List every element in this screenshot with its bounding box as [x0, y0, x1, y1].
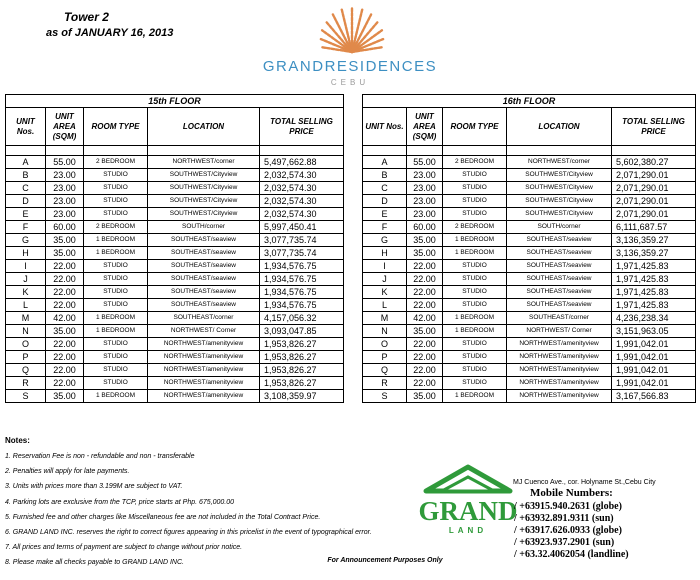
col-total-selling-price: TOTAL SELLING PRICE [260, 108, 344, 146]
table-row [363, 364, 696, 377]
table-row [363, 286, 696, 299]
location-cell: SOUTHEAST/seaview [148, 247, 260, 260]
area-cell: 42.00 [46, 312, 84, 325]
col-unit-area: UNIT AREA (SQM) [46, 108, 84, 146]
unit-cell: D [363, 195, 407, 208]
unit-cell: N [6, 325, 46, 338]
room-type-cell: 1 BEDROOM [443, 247, 507, 260]
location-cell: SOUTHWEST/Cityview [507, 169, 612, 182]
location-cell: SOUTHWEST/Cityview [148, 169, 260, 182]
room-type-cell: 1 BEDROOM [84, 247, 148, 260]
price-cell: 1,971,425.83 [612, 273, 696, 286]
price-cell: 5,602,380.27 [612, 156, 696, 169]
area-cell: 23.00 [46, 208, 84, 221]
location-cell: SOUTHEAST/seaview [148, 273, 260, 286]
area-cell: 35.00 [407, 247, 443, 260]
area-cell: 23.00 [46, 182, 84, 195]
table-row [6, 234, 344, 247]
table-row [363, 234, 696, 247]
price-cell: 5,997,450.41 [260, 221, 344, 234]
note-item: 5. Furnished fee and other charges like Miscellaneous fee are not included in the Total Contract Price. [5, 513, 321, 521]
price-cell: 1,953,826.27 [260, 364, 344, 377]
area-cell: 55.00 [407, 156, 443, 169]
price-cell: 3,167,566.83 [612, 390, 696, 403]
unit-cell: G [6, 234, 46, 247]
table-row [6, 247, 344, 260]
unit-cell: M [363, 312, 407, 325]
area-cell: 35.00 [407, 390, 443, 403]
price-cell: 2,032,574.30 [260, 182, 344, 195]
room-type-cell: STUDIO [443, 169, 507, 182]
room-type-cell: STUDIO [84, 364, 148, 377]
grand-land-logo-sub: LAND [448, 526, 488, 535]
room-type-cell: STUDIO [443, 351, 507, 364]
location-cell: NORTHWEST/ Corner [148, 325, 260, 338]
table-row [363, 182, 696, 195]
location-cell: SOUTHWEST/Cityview [148, 195, 260, 208]
price-cell: 1,953,826.27 [260, 377, 344, 390]
brand-subtitle: CEBU [330, 78, 370, 87]
phone-number: / +63917.626.0933 (globe) [514, 525, 622, 536]
phone-number: / +63915.940.2631 (globe) [514, 501, 622, 512]
area-cell: 42.00 [407, 312, 443, 325]
unit-cell: K [363, 286, 407, 299]
unit-cell: S [363, 390, 407, 403]
price-cell: 1,934,576.75 [260, 299, 344, 312]
area-cell: 35.00 [46, 247, 84, 260]
unit-cell: S [6, 390, 46, 403]
table-row [363, 299, 696, 312]
table-row [6, 182, 344, 195]
room-type-cell: 2 BEDROOM [84, 156, 148, 169]
location-cell: SOUTHWEST/Cityview [507, 195, 612, 208]
note-item: 7. All prices and terms of payment are subject to change without prior notice. [5, 544, 243, 552]
col-location: LOCATION [507, 108, 612, 146]
price-cell: 1,971,425.83 [612, 260, 696, 273]
price-cell: 1,934,576.75 [260, 260, 344, 273]
area-cell: 60.00 [407, 221, 443, 234]
price-cell: 1,971,425.83 [612, 299, 696, 312]
table-row [363, 273, 696, 286]
unit-cell: O [6, 338, 46, 351]
location-cell: NORTHWEST/amenityview [148, 364, 260, 377]
room-type-cell: STUDIO [443, 377, 507, 390]
table-row [6, 299, 344, 312]
area-cell: 23.00 [407, 195, 443, 208]
area-cell: 35.00 [407, 325, 443, 338]
unit-cell: A [363, 156, 407, 169]
table-row [6, 377, 344, 390]
price-cell: 5,497,662.88 [260, 156, 344, 169]
as-of-date: as of JANUARY 16, 2013 [46, 27, 174, 39]
table-row [363, 312, 696, 325]
area-cell: 22.00 [407, 351, 443, 364]
price-cell: 4,157,056.32 [260, 312, 344, 325]
location-cell: SOUTHWEST/Cityview [507, 182, 612, 195]
location-cell: SOUTHEAST/seaview [148, 299, 260, 312]
table-row [6, 312, 344, 325]
col-unit-nos: UNIT Nos. [363, 108, 407, 146]
table-row [363, 390, 696, 403]
location-cell: SOUTHEAST/seaview [507, 286, 612, 299]
price-cell: 1,934,576.75 [260, 286, 344, 299]
area-cell: 35.00 [407, 234, 443, 247]
tower-title: Tower 2 [64, 10, 109, 24]
area-cell: 22.00 [46, 377, 84, 390]
table-row [6, 286, 344, 299]
price-cell: 1,991,042.01 [612, 377, 696, 390]
unit-cell: C [363, 182, 407, 195]
room-type-cell: STUDIO [84, 377, 148, 390]
price-cell: 2,071,290.01 [612, 182, 696, 195]
room-type-cell: STUDIO [443, 260, 507, 273]
room-type-cell: 1 BEDROOM [84, 312, 148, 325]
room-type-cell: STUDIO [84, 182, 148, 195]
area-cell: 22.00 [46, 273, 84, 286]
note-item: 1. Reservation Fee is non - refundable and non - transferable [5, 453, 195, 460]
location-cell: NORTHWEST/amenityview [507, 364, 612, 377]
area-cell: 35.00 [46, 390, 84, 403]
table-row [6, 273, 344, 286]
room-type-cell: 1 BEDROOM [84, 325, 148, 338]
location-cell: NORTHWEST/amenityview [507, 390, 612, 403]
table-row [6, 169, 344, 182]
area-cell: 22.00 [407, 338, 443, 351]
unit-cell: P [363, 351, 407, 364]
area-cell: 35.00 [46, 325, 84, 338]
phone-number: / +63.32.4062054 (landline) [514, 549, 629, 560]
location-cell: SOUTHEAST/corner [507, 312, 612, 325]
area-cell: 55.00 [46, 156, 84, 169]
phone-number: / +63923.937.2901 (sun) [514, 537, 615, 548]
unit-cell: R [6, 377, 46, 390]
price-cell: 2,071,290.01 [612, 169, 696, 182]
developer-address: MJ Cuenco Ave., cor. Holyname St.,Cebu City [513, 479, 656, 486]
price-cell: 3,077,735.74 [260, 234, 344, 247]
room-type-cell: STUDIO [443, 182, 507, 195]
location-cell: NORTHWEST/amenityview [507, 377, 612, 390]
room-type-cell: 1 BEDROOM [443, 325, 507, 338]
area-cell: 23.00 [46, 195, 84, 208]
location-cell: SOUTHEAST/seaview [507, 234, 612, 247]
unit-cell: F [6, 221, 46, 234]
area-cell: 22.00 [46, 364, 84, 377]
table-row [363, 377, 696, 390]
table-row [6, 221, 344, 234]
note-item: 6. GRAND LAND INC. reserves the right to correct figures appearing in this pricelist in the event of typographical error. [5, 528, 372, 536]
unit-cell: B [363, 169, 407, 182]
table-row [363, 351, 696, 364]
table-row [363, 221, 696, 234]
price-cell: 2,032,574.30 [260, 169, 344, 182]
room-type-cell: 2 BEDROOM [443, 221, 507, 234]
table-row [363, 169, 696, 182]
price-cell: 3,151,963.05 [612, 325, 696, 338]
col-location: LOCATION [148, 108, 260, 146]
unit-cell: F [363, 221, 407, 234]
area-cell: 23.00 [46, 169, 84, 182]
table-row [6, 156, 344, 169]
unit-cell: O [363, 338, 407, 351]
room-type-cell: STUDIO [443, 286, 507, 299]
unit-cell: D [6, 195, 46, 208]
price-cell: 1,953,826.27 [260, 351, 344, 364]
price-cell: 1,991,042.01 [612, 364, 696, 377]
note-item: 4. Parking lots are exclusive from the TCP, price starts at Php. 675,000.00 [5, 498, 235, 506]
price-cell: 4,236,238.34 [612, 312, 696, 325]
area-cell: 22.00 [407, 364, 443, 377]
room-type-cell: 1 BEDROOM [443, 390, 507, 403]
room-type-cell: STUDIO [84, 195, 148, 208]
room-type-cell: 1 BEDROOM [84, 234, 148, 247]
unit-cell: G [363, 234, 407, 247]
location-cell: SOUTHWEST/Cityview [507, 208, 612, 221]
col-unit-area: UNIT AREA (SQM) [407, 108, 443, 146]
price-cell: 6,111,687.57 [612, 221, 696, 234]
area-cell: 23.00 [407, 182, 443, 195]
notes-title: Notes: [5, 436, 30, 445]
price-cell: 2,032,574.30 [260, 195, 344, 208]
area-cell: 22.00 [407, 273, 443, 286]
room-type-cell: 1 BEDROOM [443, 234, 507, 247]
area-cell: 23.00 [407, 208, 443, 221]
note-item: 3. Units with prices more than 3.199M are subject to VAT. [5, 483, 183, 491]
price-cell: 3,093,047.85 [260, 325, 344, 338]
price-cell: 1,934,576.75 [260, 273, 344, 286]
location-cell: SOUTHEAST/seaview [148, 234, 260, 247]
col-room-type: ROOM TYPE [84, 108, 148, 146]
location-cell: SOUTHEAST/seaview [507, 260, 612, 273]
location-cell: NORTHWEST/ Corner [507, 325, 612, 338]
room-type-cell: STUDIO [84, 208, 148, 221]
unit-cell: Q [6, 364, 46, 377]
price-cell: 3,077,735.74 [260, 247, 344, 260]
unit-cell: H [6, 247, 46, 260]
room-type-cell: 2 BEDROOM [443, 156, 507, 169]
unit-cell: K [6, 286, 46, 299]
location-cell: SOUTHEAST/seaview [148, 286, 260, 299]
location-cell: NORTHWEST/amenityview [148, 377, 260, 390]
area-cell: 22.00 [46, 260, 84, 273]
table-row [6, 195, 344, 208]
table-row [6, 390, 344, 403]
location-cell: SOUTHEAST/seaview [507, 273, 612, 286]
unit-cell: P [6, 351, 46, 364]
brand-name-part1: GRAND [262, 58, 325, 75]
unit-cell: J [6, 273, 46, 286]
price-cell: 2,032,574.30 [260, 208, 344, 221]
location-cell: NORTHWEST/amenityview [507, 338, 612, 351]
unit-cell: H [363, 247, 407, 260]
area-cell: 22.00 [46, 351, 84, 364]
table-row [6, 325, 344, 338]
location-cell: SOUTHEAST/seaview [507, 299, 612, 312]
unit-cell: R [363, 377, 407, 390]
price-cell: 2,071,290.01 [612, 208, 696, 221]
room-type-cell: STUDIO [84, 273, 148, 286]
area-cell: 22.00 [407, 299, 443, 312]
room-type-cell: STUDIO [84, 286, 148, 299]
grand-residences-logo-icon [326, 4, 378, 56]
price-cell: 3,136,359.27 [612, 247, 696, 260]
room-type-cell: STUDIO [84, 169, 148, 182]
brand-name-part2: RESIDENCES [324, 58, 438, 75]
room-type-cell: 1 BEDROOM [84, 390, 148, 403]
table-row [6, 338, 344, 351]
unit-cell: B [6, 169, 46, 182]
unit-cell: J [363, 273, 407, 286]
location-cell: NORTHWEST/amenityview [148, 338, 260, 351]
unit-cell: I [6, 260, 46, 273]
table-row [363, 338, 696, 351]
table-row [6, 208, 344, 221]
room-type-cell: STUDIO [84, 299, 148, 312]
table-row [363, 195, 696, 208]
price-cell: 1,991,042.01 [612, 351, 696, 364]
price-cell: 1,971,425.83 [612, 286, 696, 299]
price-cell: 1,991,042.01 [612, 338, 696, 351]
price-cell: 2,071,290.01 [612, 195, 696, 208]
floor-title: 15th FLOOR [6, 95, 344, 108]
location-cell: NORTHWEST/amenityview [148, 351, 260, 364]
unit-cell: A [6, 156, 46, 169]
table-row [6, 364, 344, 377]
location-cell: SOUTHEAST/corner [148, 312, 260, 325]
phone-list [514, 501, 629, 561]
area-cell: 60.00 [46, 221, 84, 234]
brand-name [0, 58, 700, 75]
location-cell: NORTHWEST/corner [148, 156, 260, 169]
room-type-cell: STUDIO [443, 299, 507, 312]
grand-land-logo-icon [418, 465, 518, 540]
location-cell: SOUTHWEST/Cityview [148, 208, 260, 221]
phone-number: / +63932.891.9311 (sun) [514, 513, 614, 524]
unit-cell: E [6, 208, 46, 221]
unit-cell: L [6, 299, 46, 312]
mobile-numbers-heading: Mobile Numbers: [530, 487, 613, 499]
area-cell: 22.00 [46, 299, 84, 312]
table-row [363, 247, 696, 260]
price-table-16th-floor [362, 94, 696, 403]
room-type-cell: STUDIO [84, 351, 148, 364]
col-total-selling-price: TOTAL SELLING PRICE [612, 108, 696, 146]
table-row [6, 351, 344, 364]
footer-disclaimer: For Announcement Purposes Only [327, 557, 443, 564]
col-unit-nos: UNIT Nos. [6, 108, 46, 146]
unit-cell: I [363, 260, 407, 273]
grand-land-logo-word: GRAND [418, 496, 518, 526]
col-room-type: ROOM TYPE [443, 108, 507, 146]
area-cell: 35.00 [46, 234, 84, 247]
unit-cell: Q [363, 364, 407, 377]
notes-list [5, 452, 372, 574]
room-type-cell: STUDIO [443, 195, 507, 208]
table-row [363, 156, 696, 169]
table-row [363, 325, 696, 338]
note-item: 2. Penalties will apply for late payments. [5, 468, 130, 476]
room-type-cell: STUDIO [84, 260, 148, 273]
room-type-cell: 2 BEDROOM [84, 221, 148, 234]
area-cell: 23.00 [407, 169, 443, 182]
price-table-15th-floor [5, 94, 344, 403]
unit-cell: M [6, 312, 46, 325]
table-row [6, 260, 344, 273]
area-cell: 22.00 [407, 286, 443, 299]
note-item: 8. Please make all checks payable to GRAND LAND INC. [5, 559, 184, 567]
unit-cell: N [363, 325, 407, 338]
price-cell: 3,136,359.27 [612, 234, 696, 247]
location-cell: NORTHWEST/corner [507, 156, 612, 169]
unit-cell: C [6, 182, 46, 195]
room-type-cell: STUDIO [443, 338, 507, 351]
location-cell: NORTHWEST/amenityview [148, 390, 260, 403]
location-cell: SOUTH/corner [507, 221, 612, 234]
room-type-cell: STUDIO [443, 208, 507, 221]
room-type-cell: STUDIO [443, 364, 507, 377]
unit-cell: L [363, 299, 407, 312]
location-cell: SOUTHEAST/seaview [148, 260, 260, 273]
location-cell: SOUTHEAST/seaview [507, 247, 612, 260]
area-cell: 22.00 [407, 377, 443, 390]
area-cell: 22.00 [46, 338, 84, 351]
table-row [363, 208, 696, 221]
price-cell: 1,953,826.27 [260, 338, 344, 351]
table-row [363, 260, 696, 273]
room-type-cell: 1 BEDROOM [443, 312, 507, 325]
location-cell: SOUTH/corner [148, 221, 260, 234]
area-cell: 22.00 [46, 286, 84, 299]
area-cell: 22.00 [407, 260, 443, 273]
price-cell: 3,108,359.97 [260, 390, 344, 403]
floor-title: 16th FLOOR [363, 95, 696, 108]
room-type-cell: STUDIO [84, 338, 148, 351]
location-cell: NORTHWEST/amenityview [507, 351, 612, 364]
unit-cell: E [363, 208, 407, 221]
location-cell: SOUTHWEST/Cityview [148, 182, 260, 195]
room-type-cell: STUDIO [443, 273, 507, 286]
